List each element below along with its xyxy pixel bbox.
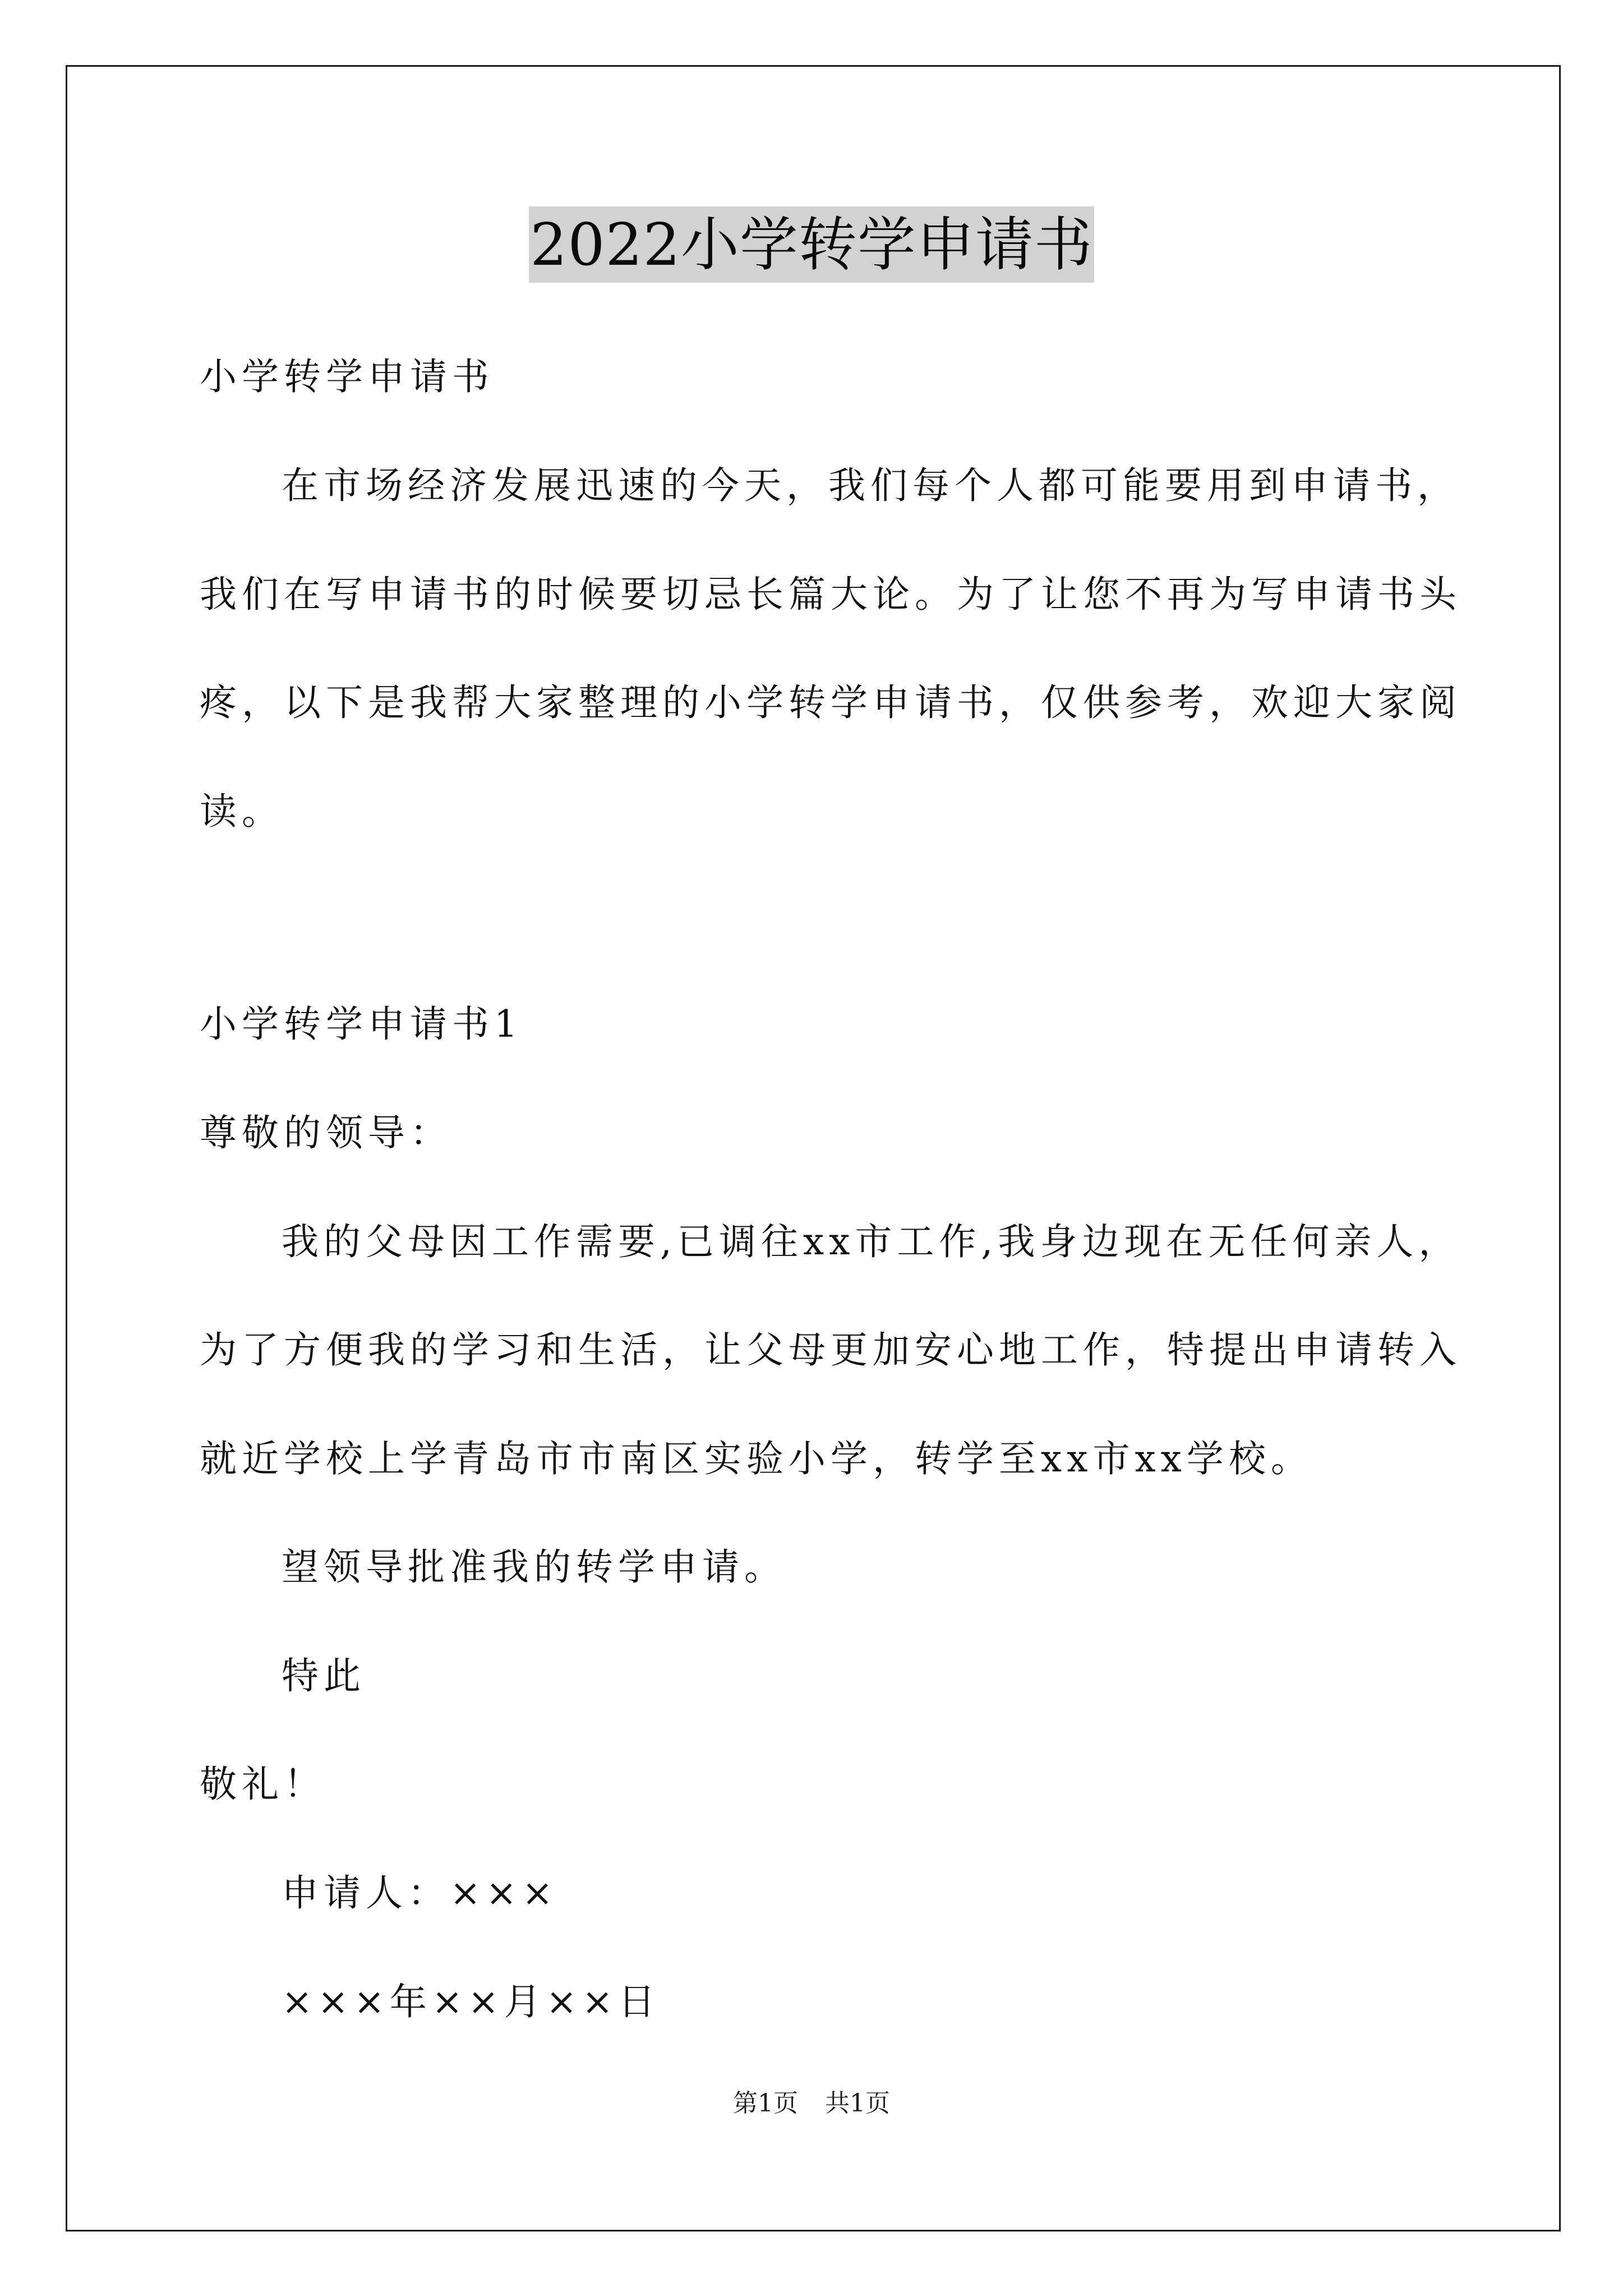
- date-line: ×××年××月××日: [282, 1980, 661, 2023]
- intro-line-4: 读。: [200, 790, 284, 833]
- body-line-2: 为了方便我的学习和生活，让父母更加安心地工作，特提出申请转入: [200, 1328, 1461, 1372]
- section-title: 小学转学申请书1: [200, 1002, 523, 1046]
- page-number-current: 第1页: [733, 2089, 798, 2118]
- page-number-total: 共1页: [825, 2089, 890, 2118]
- regards-line: 敬礼！: [200, 1763, 326, 1806]
- title-container: [0, 206, 1623, 283]
- document-subtitle: 小学转学申请书: [200, 355, 494, 398]
- salutation: 尊敬的领导：: [200, 1111, 452, 1154]
- page-footer: [0, 2088, 1623, 2119]
- intro-line-2: 我们在写申请书的时候要切忌长篇大论。为了让您不再为写申请书头: [200, 573, 1461, 616]
- applicant-line: 申请人：×××: [282, 1871, 558, 1915]
- intro-line-1: 在市场经济发展迅速的今天，我们每个人都可能要用到申请书，: [282, 464, 1459, 507]
- body-line-3: 就近学校上学青岛市市南区实验小学，转学至xx市xx学校。: [200, 1437, 1313, 1480]
- closing-line: 特此: [282, 1654, 366, 1697]
- request-line: 望领导批准我的转学申请。: [282, 1545, 786, 1589]
- intro-line-3: 疼，以下是我帮大家整理的小学转学申请书，仅供参考，欢迎大家阅: [200, 681, 1461, 724]
- body-line-1: 我的父母因工作需要,已调往xx市工作,我身边现在无任何亲人，: [282, 1220, 1461, 1263]
- document-title: 2022小学转学申请书: [529, 206, 1094, 283]
